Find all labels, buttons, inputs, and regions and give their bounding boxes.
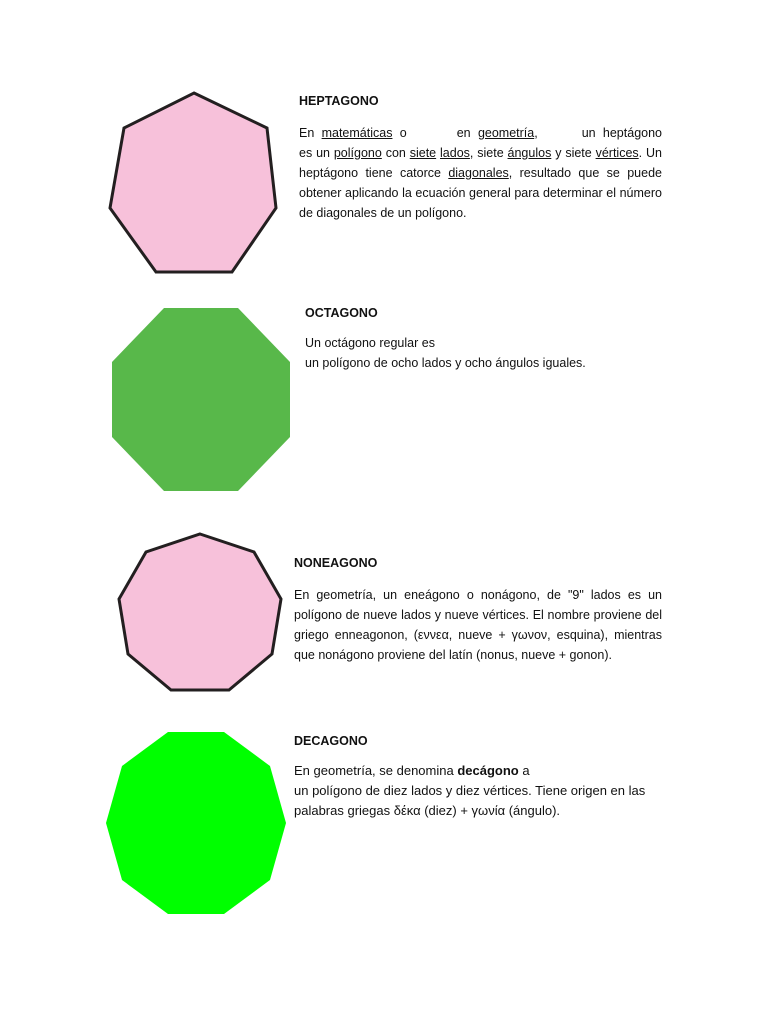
link-diagonales[interactable]: diagonales: [448, 166, 509, 180]
nonagon-text: [294, 553, 662, 665]
heptagon-text: [299, 91, 662, 223]
nonagon-shape: [115, 526, 285, 698]
octagon-shape: [112, 308, 290, 491]
heptagon-shape: [104, 90, 280, 276]
decagon-bold-term: decágono: [457, 763, 519, 778]
decagon-text: DECAGONO En geometría, se denomina decágono a un polígono de diez lados y diez vértices. Tiene origen en las palabras griegas δέκα (diez) + γωνία (ángulo).: [294, 731, 674, 821]
nonagon-paragraph: En geometría, un eneágono o nonágono, de "9" lados es un polígono de nueve lados y nueve vértices. El nombre proviene del griego enneagonon, (εννεα, nueve + γωνον, esquina), mientras que nonágono proviene del latín (nonus, nueve + gonon).: [294, 588, 662, 662]
link-siete[interactable]: siete: [409, 146, 437, 160]
octagon-line-1: Un octágono regular es: [305, 336, 435, 350]
octagon-title: OCTAGONO: [305, 306, 378, 320]
decagon-title: DECAGONO: [294, 734, 368, 748]
link-vertices[interactable]: vértices: [595, 146, 639, 160]
decagon-line-2: un polígono de diez lados y diez vértices. Tiene origen en las: [294, 783, 646, 798]
octagon-line-2: un polígono de ocho lados y ocho ángulos iguales.: [305, 356, 586, 370]
link-angulos[interactable]: ángulos: [507, 146, 552, 160]
decagon-shape: [106, 732, 286, 914]
heptagon-title: HEPTAGONO: [299, 94, 379, 108]
link-lados[interactable]: lados: [440, 146, 470, 160]
decagon-line-3: palabras griegas δέκα (diez) + γωνία (ángulo).: [294, 803, 561, 818]
link-poligono[interactable]: polígono: [333, 146, 382, 160]
link-matematicas[interactable]: matemáticas: [321, 126, 393, 140]
link-geometria[interactable]: geometría: [477, 126, 535, 140]
nonagon-title: NONEAGONO: [294, 556, 378, 570]
octagon-text: [305, 303, 665, 373]
heptagon-paragraph: En matemáticas o en geometría, un heptágono es un polígono con siete lados, siete ángulos y siete vértices. Un heptágono tiene catorce diagonales, resultado que se puede obtener aplicando la ecuación general para determinar el número de diagonales de un polígono.: [299, 126, 662, 220]
